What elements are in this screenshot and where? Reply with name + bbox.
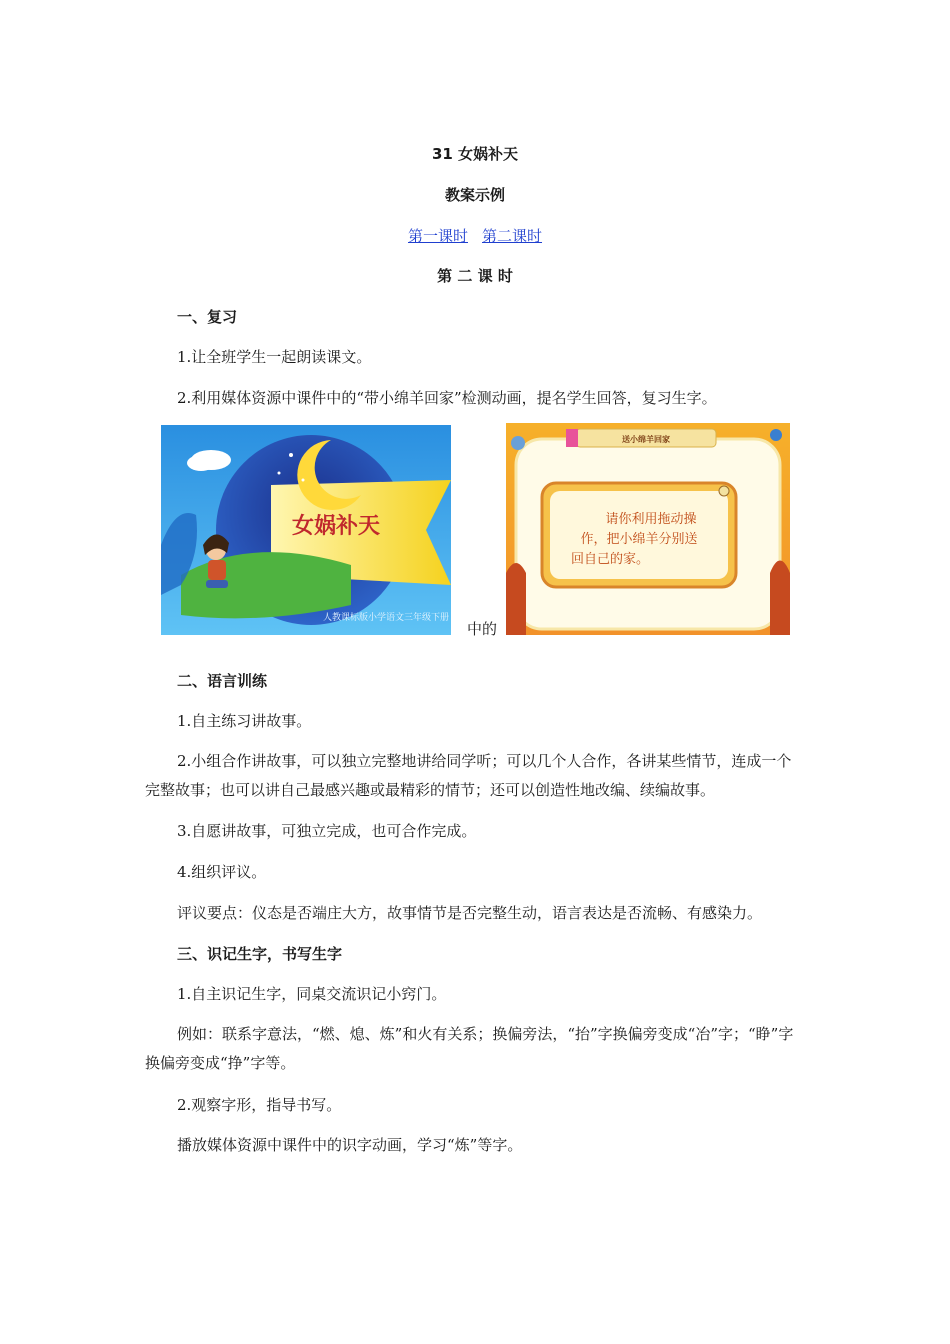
list-item: 2.观察字形，指导书写。 [177,1096,342,1114]
game-instruction-line-1: 请你利用拖动操 [605,512,697,527]
game-header-text: 送小绵羊回家 [622,435,670,444]
nav-link-period-1[interactable]: 第一课时 [407,227,468,245]
period-title: 第 二 课 时 [437,267,513,285]
section-heading-characters: 三、识记生字，书写生字 [177,945,343,963]
paragraph: 例如：联系字意法，“燃、熄、炼”和火有关系；换偏旁法，“抬”字换偏旁变成“冶”字；“睁”字换偏旁变成“挣”字等。 [145,1025,794,1072]
list-item: 1.让全班学生一起朗读课文。 [177,348,372,366]
game-instruction-line-2: 作，把小绵羊分别送 [580,532,698,547]
section-heading-review: 一、复习 [177,308,238,326]
illustration-title-text: 女娲补天 [291,514,381,539]
illustration-footer-text: 人教课标版小学语文三年级下册 [322,613,450,623]
illustration-caption: 中的 [467,620,498,638]
lesson-nav [145,226,805,246]
list-item: 1.自主练习讲故事。 [177,712,312,730]
nav-link-period-2[interactable]: 第二课时 [482,227,543,245]
list-item: 4.组织评议。 [177,863,267,881]
game-instruction-line-3: 回自己的家。 [570,552,650,567]
subtitle: 教案示例 [444,186,505,204]
illustration-title-card [161,425,451,635]
section-heading-language: 二、语言训练 [177,672,268,690]
list-item: 1.自主识记生字，同桌交流识记小窍门。 [177,985,447,1003]
list-item: 2.利用媒体资源中课件中的“带小绵羊回家”检测动画，提名学生回答，复习生字。 [177,389,717,407]
lesson-title: 31 女娲补天 [431,145,519,163]
list-item: 评议要点：仪态是否端庄大方，故事情节是否完整生动，语言表达是否流畅、有感染力。 [177,904,763,922]
list-item: 播放媒体资源中课件中的识字动画，学习“炼”等字。 [177,1136,523,1154]
list-item: 3.自愿讲故事，可独立完成，也可合作完成。 [177,822,477,840]
illustration-game-screen [506,423,790,635]
paragraph: 2.小组合作讲故事，可以独立完整地讲给同学听；可以几个人合作，各讲某些情节，连成一个完整故事；也可以讲自己最感兴趣或最精彩的情节；还可以创造性地改编、续编故事。 [145,752,792,799]
